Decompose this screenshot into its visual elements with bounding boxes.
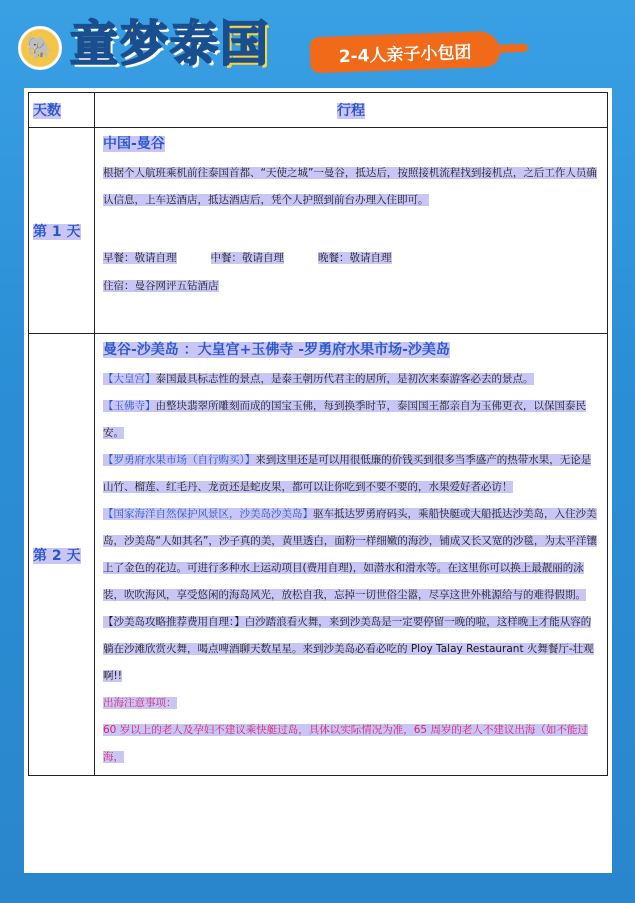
itinerary-sheet <box>24 88 612 873</box>
day1-meals <box>103 244 601 272</box>
tour-type-tag: 2-4人亲子小包团 <box>309 31 500 74</box>
day2-notice-text: 60 岁以上的老人及孕妇不建议乘快艇过岛，具体以实际情况为准，65 周岁的老人不建议出海（如不能过海， <box>103 724 588 763</box>
day1-breakfast: 早餐：敬请自理 <box>103 252 177 264</box>
day2-notice-title: 出海注意事项： <box>103 697 177 709</box>
brand-title <box>70 14 270 74</box>
header <box>0 0 635 90</box>
day1-row <box>29 128 608 334</box>
header-plan: 行程 <box>95 93 608 128</box>
day2-route: 曼谷-沙美岛 ：大皇宫+玉佛寺 -罗勇府水果市场-沙美岛 <box>103 342 450 358</box>
brand-title-main: 童梦泰 <box>70 16 221 72</box>
day1-stay: 住宿：曼谷网评五钻酒店 <box>103 280 219 292</box>
day2-item-island: 【国家海洋自然保护风景区，沙美岛沙美岛】驱车抵达罗勇府码头，乘船快艇或大船抵达沙美岛，入住沙美岛，沙美岛“人如其名”，沙子真的美，黄里透白，面粉一样细嫩的海沙，铺成又长又宽的沙毯，为太平洋镶上了金色的花边。可进行多种水上运动项目(费用自理)，如潜水和滑水等。在这里你可以换上最靓丽的泳装，吹吹海风，享受悠闲的海岛风光，放松自我，忘掉一切世俗尘嚣，尽享这世外桃源给与的难得假期。 <box>103 508 597 601</box>
day1-desc: 根据个人航班乘机前往泰国首都、“天使之城”一曼谷，抵达后，按照接机流程找到接机点，之后工作人员确认信息，上车送酒店，抵达酒店后，凭个人护照到前台办理入住即可。 <box>103 167 597 206</box>
table-header-row <box>29 93 608 128</box>
day2-row <box>29 334 608 776</box>
day1-dinner: 晚餐：敬请自理 <box>318 252 392 264</box>
day2-item-palace: 【大皇宫】泰国最具标志性的景点，是泰王朝历代君主的居所，是初次来泰游客必去的景点。 <box>103 373 534 385</box>
day1-route: 中国-曼谷 <box>103 136 165 152</box>
day2-item-buddha: 【玉佛寺】由整块翡翠所雕刻而成的国宝玉佛，每到换季时节，泰国国王都亲自为玉佛更衣，以保国泰民安。 <box>103 400 586 439</box>
day1-label: 第 1 天 <box>29 128 95 334</box>
day2-item-tips: 【沙美岛攻略推荐费用自理：】白沙踏浪看火舞，来到沙美岛是一定要停留一晚的啦，这样晚上才能从容的躺在沙滩欣赏火舞，喝点啤酒聊天数星星。来到沙美岛必看必吃的 Ploy Talay Restaurant 火舞餐厅-壮观啊!! <box>103 616 594 682</box>
day1-content <box>95 128 608 334</box>
brand-title-last: 国 <box>220 16 271 72</box>
day2-item-market: 【罗勇府水果市场（自行购买）】来到这里还是可以用很低廉的价钱买到很多当季盛产的热带水果，无论是山竹、榴莲、红毛丹、龙贡还是蛇皮果，都可以让你吃到不要不要的，水果爱好者必访！ <box>103 454 592 493</box>
day2-content <box>95 334 608 776</box>
header-day: 天数 <box>29 93 95 128</box>
elephant-icon: 🐘 <box>18 26 62 70</box>
day2-label: 第 2 天 <box>29 334 95 776</box>
day1-lunch: 中餐：敬请自理 <box>210 252 284 264</box>
itinerary-table <box>28 92 608 776</box>
